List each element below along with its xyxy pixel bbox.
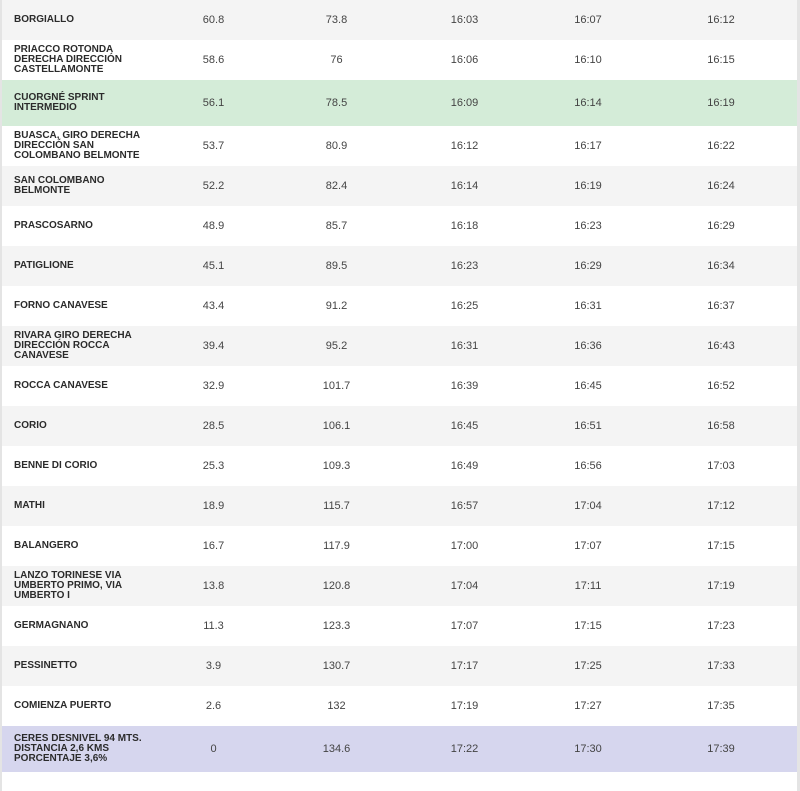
km-covered-cell: 106.1	[322, 420, 351, 432]
table-row	[2, 366, 797, 406]
time-medium-cell: 17:11	[574, 580, 602, 592]
time-fast-cell: 16:39	[450, 380, 479, 392]
table-row	[2, 246, 797, 286]
km-remaining-cell: 48.9	[202, 220, 225, 232]
time-medium-cell: 16:23	[574, 220, 602, 232]
time-slow-cell: 16:12	[707, 14, 735, 26]
km-covered-cell: 115.7	[323, 500, 350, 512]
km-remaining-cell: 32.9	[202, 380, 225, 392]
time-slow-cell: 16:15	[707, 54, 735, 66]
time-slow-cell: 16:43	[707, 340, 735, 352]
time-medium-cell: 17:30	[574, 743, 602, 755]
checkpoint-name-cell: PRIACCO ROTONDA DERECHA DIRECCIÓN CASTELLAMONTE	[14, 44, 122, 75]
time-fast-cell: 17:19	[450, 700, 479, 712]
time-medium-cell: 16:45	[574, 380, 602, 392]
km-remaining-cell: 28.5	[202, 420, 225, 432]
time-slow-cell: 16:19	[707, 97, 735, 109]
km-remaining-cell: 43.4	[202, 300, 225, 312]
km-covered-cell: 76	[330, 54, 343, 66]
time-slow-cell: 16:58	[707, 420, 735, 432]
time-medium-cell: 16:51	[574, 420, 602, 432]
time-medium-cell: 16:29	[574, 260, 602, 272]
time-fast-cell: 16:31	[450, 340, 479, 352]
time-slow-cell: 17:39	[707, 743, 735, 755]
checkpoint-name-cell: SAN COLOMBANO BELMONTE	[14, 175, 105, 196]
km-remaining-cell: 13.8	[202, 580, 225, 592]
time-fast-cell: 16:03	[450, 14, 479, 26]
checkpoint-name-cell: GERMAGNANO	[14, 620, 89, 631]
checkpoint-name-cell: CUORGNÉ SPRINT INTERMEDIO	[14, 92, 105, 113]
table-row	[2, 0, 797, 40]
km-covered-cell: 95.2	[325, 340, 348, 352]
checkpoint-name-cell: MATHI	[14, 500, 45, 511]
km-covered-cell: 120.8	[322, 580, 351, 592]
table-row	[2, 40, 797, 80]
table-row	[2, 486, 797, 526]
km-covered-cell: 85.7	[325, 220, 348, 232]
km-remaining-cell: 39.4	[202, 340, 225, 352]
time-slow-cell: 16:24	[707, 180, 735, 192]
time-slow-cell: 17:15	[707, 540, 735, 552]
checkpoint-name-cell: PESSINETTO	[14, 660, 78, 671]
km-remaining-cell: 16.7	[202, 540, 225, 552]
checkpoint-name-cell: CERES DESNIVEL 94 MTS. DISTANCIA 2,6 KMS PORCENTAJE 3,6%	[14, 733, 142, 764]
checkpoint-name-cell: BORGIALLO	[14, 14, 74, 25]
km-remaining-cell: 11.3	[203, 620, 224, 632]
time-medium-cell: 16:10	[574, 54, 602, 66]
time-slow-cell: 17:03	[707, 460, 735, 472]
time-medium-cell: 16:14	[574, 97, 602, 109]
time-fast-cell: 16:12	[450, 140, 479, 152]
time-fast-cell: 16:49	[450, 460, 479, 472]
stage-schedule-table	[2, 0, 797, 772]
checkpoint-name-cell: BALANGERO	[14, 540, 79, 551]
time-medium-cell: 17:04	[574, 500, 602, 512]
table-row	[2, 286, 797, 326]
km-covered-cell: 89.5	[325, 260, 348, 272]
time-medium-cell: 17:25	[574, 660, 602, 672]
table-body	[2, 0, 797, 772]
time-fast-cell: 16:14	[450, 180, 479, 192]
time-fast-cell: 16:09	[450, 97, 479, 109]
time-medium-cell: 16:36	[574, 340, 602, 352]
time-medium-cell: 17:07	[574, 540, 602, 552]
checkpoint-name-cell: CORIO	[14, 420, 47, 431]
checkpoint-name-cell: PRASCOSARNO	[14, 220, 93, 231]
time-slow-cell: 16:22	[707, 140, 735, 152]
time-fast-cell: 17:17	[450, 660, 479, 672]
time-fast-cell: 16:18	[450, 220, 479, 232]
km-remaining-cell: 60.8	[202, 14, 225, 26]
km-remaining-cell: 53.7	[202, 140, 225, 152]
km-remaining-cell: 3.9	[205, 660, 222, 672]
time-medium-cell: 16:31	[574, 300, 602, 312]
km-covered-cell: 82.4	[325, 180, 348, 192]
table-row	[2, 80, 797, 126]
km-remaining-cell: 0	[210, 743, 217, 755]
km-remaining-cell: 58.6	[202, 54, 225, 66]
km-covered-cell: 73.8	[325, 14, 348, 26]
time-slow-cell: 16:34	[707, 260, 735, 272]
table-row	[2, 326, 797, 366]
time-fast-cell: 16:06	[450, 54, 479, 66]
km-covered-cell: 134.6	[322, 743, 351, 755]
km-remaining-cell: 2.6	[205, 700, 222, 712]
time-slow-cell: 17:33	[707, 660, 735, 672]
time-fast-cell: 17:00	[450, 540, 479, 552]
time-medium-cell: 16:19	[574, 180, 602, 192]
time-slow-cell: 16:29	[707, 220, 735, 232]
km-covered-cell: 117.9	[323, 540, 350, 552]
km-covered-cell: 123.3	[322, 620, 351, 632]
time-medium-cell: 16:07	[574, 14, 602, 26]
km-remaining-cell: 56.1	[202, 97, 225, 109]
checkpoint-name-cell: FORNO CANAVESE	[14, 300, 108, 311]
checkpoint-name-cell: BUASCA, GIRO DERECHA DIRECCIÓN SAN COLOMBANO BELMONTE	[14, 130, 140, 161]
table-row	[2, 686, 797, 726]
km-covered-cell: 78.5	[325, 97, 348, 109]
km-covered-cell: 132	[327, 700, 346, 712]
time-fast-cell: 17:22	[450, 743, 479, 755]
km-covered-cell: 91.2	[325, 300, 348, 312]
checkpoint-name-cell: COMIENZA PUERTO	[14, 700, 112, 711]
time-slow-cell: 17:12	[707, 500, 735, 512]
table-row	[2, 406, 797, 446]
checkpoint-name-cell: LANZO TORINESE VIA UMBERTO PRIMO, VIA UMBERTO I	[14, 570, 122, 601]
km-covered-cell: 80.9	[325, 140, 348, 152]
time-slow-cell: 17:19	[707, 580, 735, 592]
time-medium-cell: 17:15	[574, 620, 602, 632]
checkpoint-name-cell: RIVARA GIRO DERECHA DIRECCIÓN ROCCA CANAVESE	[14, 330, 132, 361]
time-fast-cell: 17:07	[450, 620, 479, 632]
km-covered-cell: 130.7	[322, 660, 351, 672]
time-slow-cell: 16:52	[707, 380, 735, 392]
table-row	[2, 726, 797, 772]
time-slow-cell: 17:35	[707, 700, 735, 712]
table-row	[2, 446, 797, 486]
checkpoint-name-cell: ROCCA CANAVESE	[14, 380, 108, 391]
time-medium-cell: 16:17	[574, 140, 602, 152]
time-medium-cell: 17:27	[574, 700, 602, 712]
table-row	[2, 606, 797, 646]
time-medium-cell: 16:56	[574, 460, 602, 472]
time-fast-cell: 16:25	[450, 300, 479, 312]
table-row	[2, 566, 797, 606]
km-covered-cell: 109.3	[322, 460, 351, 472]
time-fast-cell: 16:23	[450, 260, 479, 272]
km-remaining-cell: 18.9	[202, 500, 225, 512]
table-row	[2, 206, 797, 246]
checkpoint-name-cell: BENNE DI CORIO	[14, 460, 98, 471]
table-row	[2, 166, 797, 206]
km-remaining-cell: 52.2	[202, 180, 225, 192]
time-slow-cell: 17:23	[707, 620, 735, 632]
km-covered-cell: 101.7	[322, 380, 351, 392]
time-fast-cell: 16:57	[450, 500, 479, 512]
time-fast-cell: 16:45	[450, 420, 479, 432]
time-fast-cell: 17:04	[450, 580, 479, 592]
table-row	[2, 646, 797, 686]
checkpoint-name-cell: PATIGLIONE	[14, 260, 74, 271]
table-row	[2, 126, 797, 166]
km-remaining-cell: 45.1	[202, 260, 225, 272]
time-slow-cell: 16:37	[707, 300, 735, 312]
km-remaining-cell: 25.3	[202, 460, 225, 472]
table-row	[2, 526, 797, 566]
